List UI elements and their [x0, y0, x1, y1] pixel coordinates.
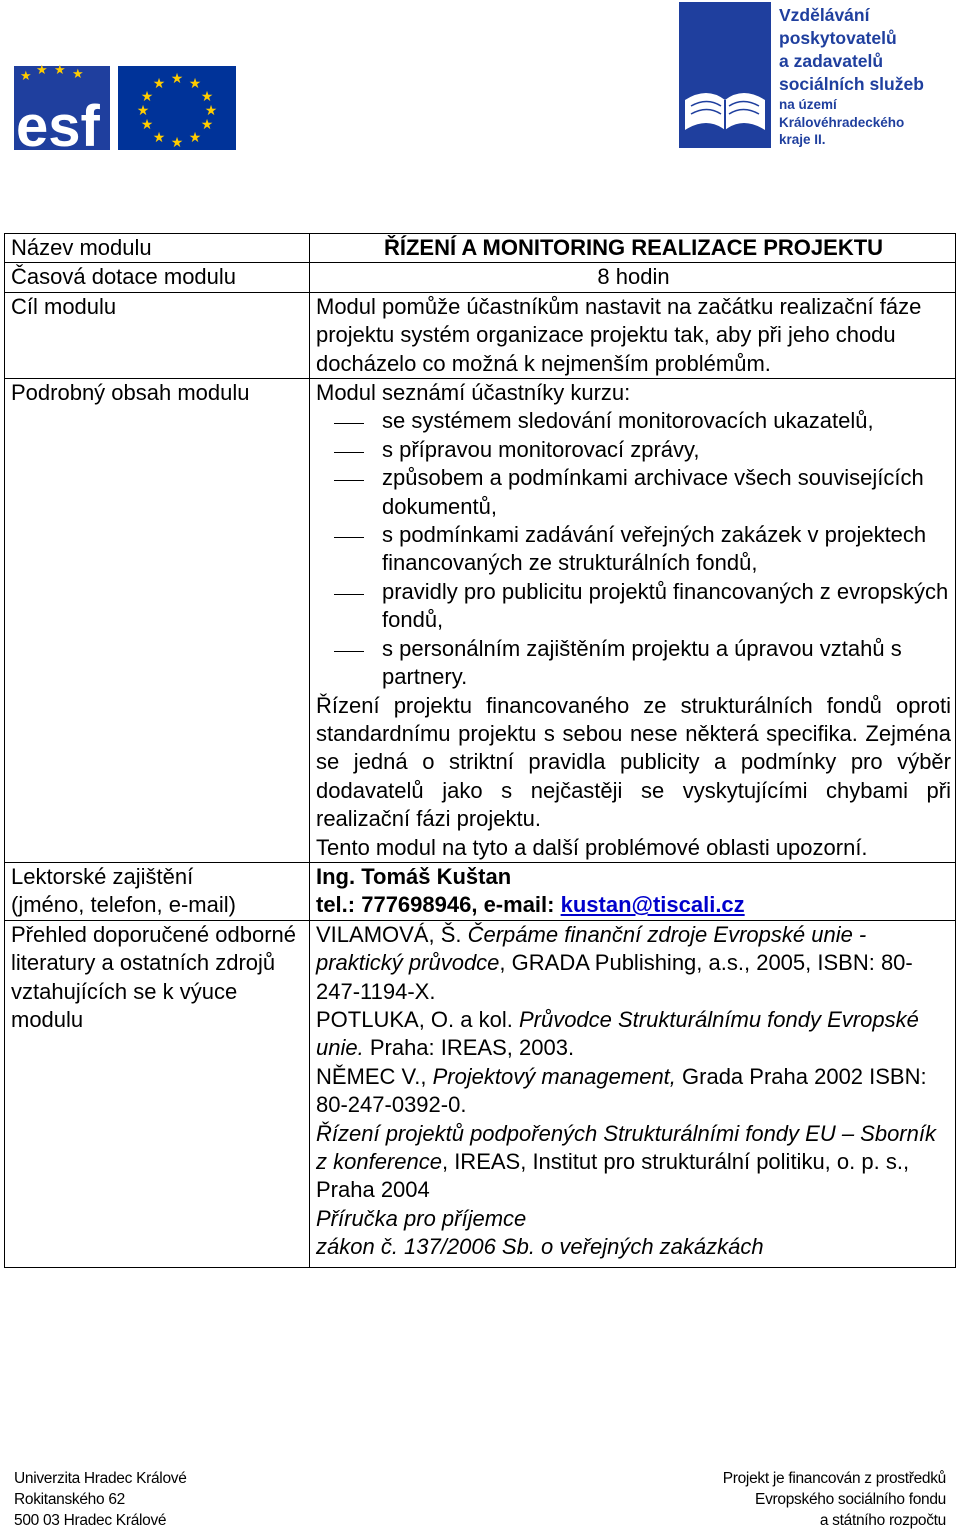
book-icon	[679, 2, 771, 148]
module-title: ŘÍZENÍ A MONITORING REALIZACE PROJEKTU	[383, 235, 884, 260]
footer-line: Univerzita Hradec Králové	[14, 1470, 187, 1487]
svg-text:★: ★	[188, 129, 202, 145]
esf-text: esf	[16, 94, 100, 150]
table-row	[5, 263, 956, 292]
logo-line: sociálních služeb	[779, 74, 924, 94]
reference-5: Příručka pro příjemce	[316, 1205, 527, 1231]
goal-value: Modul pomůže účastníkům nastavit na začátku realizační fáze projektu systém organizace projektu tak, aby při jeho chodu docházelo co možná k nejmenším problémům.	[310, 292, 956, 378]
content-closing: Tento modul na tyto a další problémové oblasti upozorní.	[316, 834, 868, 860]
lecturer-label-line: Lektorské zajištění	[11, 863, 194, 889]
svg-text:★: ★	[152, 75, 166, 91]
reference-1: VILAMOVÁ, Š. Čerpáme finanční zdroje Evropské unie - praktický průvodce, GRADA Publishing, a.s., 2005, ISBN: 80-247-1194-X.	[316, 921, 913, 1004]
table-row	[5, 379, 956, 863]
svg-text:★: ★	[140, 116, 154, 132]
list-item: pravidly pro publicitu projektů financovaných z evropských fondů,	[316, 578, 951, 635]
svg-text:★: ★	[200, 116, 214, 132]
reference-4: Řízení projektů podpořených Strukturálními fondy EU – Sborník z konference, IREAS, Institut pro strukturální politiku, o. p. s., Praha 2004	[316, 1120, 936, 1203]
list-item: s podmínkami zadávání veřejných zakázek v projektech financovaných ze strukturálních fondů,	[316, 521, 951, 578]
reference-2: POTLUKA, O. a kol. Průvodce Strukturálnímu fondy Evropské unie. Praha: IREAS, 2003.	[316, 1006, 919, 1061]
row-label-lecturer	[5, 862, 310, 920]
row-label-literature: Přehled doporučené odborné literatury a ostatních zdrojů vztahujících se k výuce modulu	[5, 920, 310, 1267]
footer-line: Projekt je financován z prostředků	[722, 1470, 946, 1487]
svg-text:★: ★	[170, 134, 184, 150]
list-item: se systémem sledování monitorovacích ukazatelů,	[316, 407, 951, 435]
content-paragraph: Řízení projektu financovaného ze strukturálních fondů oproti standardnímu projektu s sebou nese některá specifika. Zejména se jedná o striktní pravidla publicity a podmínky pro výběr dodavatelů jako s nejčastěji se vyskytujícími chybami při realizační fázi projektu.	[316, 692, 951, 832]
list-item: způsobem a podmínkami archivace všech souvisejících dokumentů,	[316, 464, 951, 521]
logo-line: na území	[779, 97, 837, 112]
footer-line: 500 03 Hradec Králové	[14, 1512, 167, 1529]
logo-line: Vzdělávání	[779, 5, 870, 25]
table-row	[5, 862, 956, 920]
list-item: s personálním zajištěním projektu a úpravou vztahů s partnery.	[316, 635, 951, 692]
svg-text:★: ★	[72, 66, 84, 81]
list-item: s přípravou monitorovací zprávy,	[316, 436, 951, 464]
row-label-name: Název modulu	[5, 234, 310, 263]
svg-text:★: ★	[188, 75, 202, 91]
svg-text:★: ★	[36, 62, 48, 77]
lecturer-contact: tel.: 777698946, e-mail:	[316, 892, 561, 918]
svg-text:★: ★	[140, 88, 154, 104]
lecturer-label-line: (jméno, telefon, e-mail)	[11, 892, 236, 918]
footer-line: Rokitanského 62	[14, 1491, 125, 1508]
svg-text:★: ★	[200, 88, 214, 104]
footer-line: a státního rozpočtu	[819, 1512, 946, 1529]
footer-line: Evropského sociálního fondu	[755, 1491, 946, 1508]
logo-line: poskytovatelů	[779, 28, 897, 48]
svg-text:★: ★	[204, 102, 218, 118]
project-logo	[679, 2, 947, 150]
footer-right	[723, 1468, 946, 1531]
logo-line: a zadavatelů	[779, 51, 884, 71]
table-row	[5, 292, 956, 378]
svg-text:★: ★	[152, 129, 166, 145]
reference-6: zákon č. 137/2006 Sb. o veřejných zakázkách	[316, 1234, 764, 1260]
row-label-time: Časová dotace modulu	[5, 263, 310, 292]
svg-text:★: ★	[136, 102, 150, 118]
svg-text:★: ★	[20, 68, 32, 83]
email-link[interactable]: kustan@tiscali.cz	[560, 892, 745, 918]
esf-logo	[14, 62, 240, 150]
reference-3: NĚMEC V., Projektový management, Grada Praha 2002 ISBN: 80-247-0392-0.	[316, 1063, 927, 1118]
content-list	[316, 407, 951, 691]
table-row	[5, 234, 956, 263]
content-intro: Modul seznámí účastníky kurzu:	[316, 380, 631, 406]
logo-line: Královéhradeckého	[779, 114, 905, 130]
footer-left	[14, 1468, 187, 1531]
svg-text:★: ★	[170, 70, 184, 86]
table-row	[5, 920, 956, 1267]
svg-text:★: ★	[54, 62, 66, 77]
row-label-goal: Cíl modulu	[5, 292, 310, 378]
logo-line: kraje II.	[779, 132, 826, 147]
row-label-content: Podrobný obsah modulu	[5, 379, 310, 863]
module-table	[4, 233, 956, 1268]
lecturer-name: Ing. Tomáš Kuštan	[316, 863, 512, 889]
time-value: 8 hodin	[597, 264, 670, 290]
